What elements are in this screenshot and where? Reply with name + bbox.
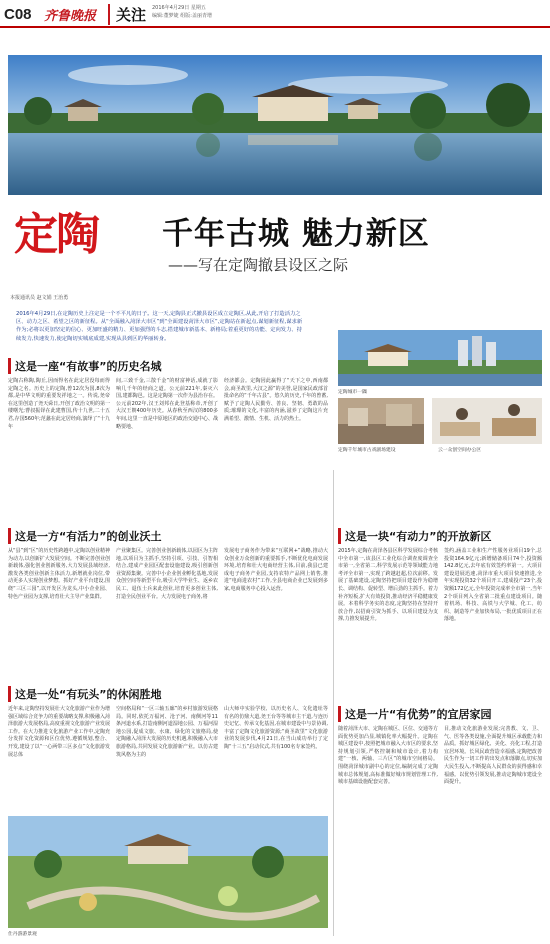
park-photo bbox=[8, 816, 328, 928]
s3-col3: 山大师中实验学校、以历史名人、文化遗址等有名的仿鼎大道,尧王台等等城市主干道,与连历史记忆、传承文化基因,在城市建设中与景协调,丰富了定陶文化旅游资源;“商圣故里”文化旅游业的发展步伐,4月21日,在当山成功举行了定陶“十三五”启动仪式,共有100名专家签约。 bbox=[224, 706, 328, 750]
s5-col1: 随着菏泽大市、定陶在城区、区位、交通等方面优势更加凸显,城镇化率大幅提升。定陶在城区建设中,按照把城市融入大市区的要求,坚持规划引领,严格控制和城市设计,着力构建“一核、两轴、三片区”的城市空间格局。围绕菏泽城市副中心的定位,编制完成了定陶城市总体规划,高标准做好城市规划管理工作,城市基础设施配套完善。 bbox=[338, 726, 439, 786]
section-heading-livable: 这是一片“有优势”的宜居家园 bbox=[338, 706, 491, 722]
caption-city: 定陶城市一隅 bbox=[338, 390, 367, 395]
s4-col2: 签约,涵盖工业和生产性服务业项目19个,总投资164.9亿元;新增储备项目74个,投资额142.8亿元,去年底有效签约率第一。大项目建设进展迅速,菏泽市重大项目快速推进,全年实现投资32个项目开工,建成投产23个,投资额172亿元,全年投资完成率全市第一,当年2个项目列入全省第二批重点建设项目。随着机场、科技、高铁与大学城、化工、纺织、制造等产业加快布局,一批优质项目正在落地。 bbox=[444, 548, 542, 623]
section-heading-leisure: 这是一处“有玩头”的休闲胜地 bbox=[8, 686, 161, 702]
byline: 本报通讯员 赵文娟 王治勇 bbox=[10, 295, 69, 301]
headline-subtitle: ——写在定陶撤县设区之际 bbox=[168, 256, 349, 274]
hero-photo bbox=[8, 55, 542, 195]
s1-col1: 定陶古称陶,陶丘,因而得名在此定居没每而得定陶之名。历史上的定陶,曾12次为国,8次为都,是中华文明的重要发祥地之一。传说,尧帝在这里创造了尧天舜日,开创了政治文明的第一缕曙光;曹叔振铎在此建曹国,传十九世,二十五君,存国560年;范蠡在此定居经商,演绎了“十九年 bbox=[8, 378, 110, 430]
caption-construction: 定陶千年城市古戏剧场建设 bbox=[338, 448, 396, 453]
page-code: C08 bbox=[4, 6, 32, 23]
headline-main: 千年古城 魅力新区 bbox=[162, 216, 430, 252]
lead-paragraph: 2016年4月29日,在定陶历史上注定是一个不平凡的日子。这一天,定陶县正式撤县设区成立定陶区,从此,开启了打造活力之区、动力之区、希望之区的新征程。从“全面融入菏泽大市区”到“全面建设菏泽大市区”,定陶站在新起点,谋划新征程,谋求新作为;必将以更加坚定的信心、更加旺盛的精力、更加强烈的斗志,搭建城市新基本、新格局;着重更好的功能、定向发力、持续发力,快速发力,使定陶切实城底成建,实现从县到区的华丽转身。 bbox=[16, 311, 303, 342]
s1-col3: 经济都会。定陶因此赢得了“天下之中,西南都会,商圣故里,大汉之源”的美誉,是国家民政部首批命名的“千年古县”。悠久的历史,千年的曾蓄,赋予了定陶人民勤劳、善良、坚韧、勇敢的品质;璀璨的文化,丰富的内涵,滋养了定陶这片充满希望、激情、生机、活力的热土。 bbox=[224, 378, 328, 422]
section-heading-history: 这是一座“有故事”的历史名城 bbox=[8, 358, 161, 374]
section-heading-entrepreneurship: 这是一方“有活力”的创业沃土 bbox=[8, 528, 161, 544]
office-photo bbox=[432, 398, 542, 444]
header-meta bbox=[152, 4, 212, 20]
s4-col1: 2015年,定陶在菏泽各县区科学发展综合考核中全市第一,该县区工业化综合调查度调查全市第一,全省第二,科学发展示范等领域能力地考评全市第一,实现了跨越赶超,位次前移。发展了基础建设,定陶坚持把项目建设作为稳增长、调结构、促转型、增后劲的主抓手。着力补齐短板,扩大有效投资,推动经济平稳健康发展。本着科学务实的态度,定陶坚持在坚持开放合作,以招商引资为抓手、以项目建设为支撑,力推发展提升。 bbox=[338, 548, 439, 623]
s5-col2: 目,推动文化旅游业发展;完善教、文、卫、气、医等各类设施,全面提升城区承载能力和品质。抓好城区绿化、美化、亮化工程,打造宜居环境。长风民政营造幸福感,定陶把改善民生作为一切工作的出发点和落脚点,切实加大民生投入,不断提高人民群众的获得感和幸福感。以优势引领发展,推动定陶城市建设全面提升。 bbox=[444, 726, 542, 786]
headline-red: 定陶 bbox=[14, 209, 98, 260]
s2-col1: 从“县”到“区”的历史性跨越中,定陶以创业精神为动力,以创新扩大发展空间。不断完善创业创新载体,强化创业创新服务,大力发展县域经济,激发各类创业创新主体活力,新增就业岗位,带动更多人实现创业梦想。抓好产业平台建设,围绕“三区三园”,以开发区为龙头,中小企业园、特色产业园为支撑,培育壮大主导产业集群。 bbox=[8, 548, 110, 600]
s3-col1: 近年来,定陶坚持发展壮大文化旅游产业作为增强区域综合竞争力的重要战略支撑,积极融入菏泽旅游大发展格局,高度重视文化旅游产业发展工作。在大力推进文化旅游产业工作中,定陶充分发挥文化资源和区位优势,遵循规划,整合、开发,建设了以“一心两带三区多点”文化旅游发展总体 bbox=[8, 706, 110, 758]
caption-park: 仕丹游游景观 bbox=[8, 932, 37, 937]
column-divider bbox=[333, 470, 334, 936]
section-heading-opening: 这是一块“有动力”的开放新区 bbox=[338, 528, 491, 544]
city-photo bbox=[338, 330, 542, 386]
caption-office: 云一众创空间办公区 bbox=[438, 448, 482, 453]
date-line: 2016年4月29日 星期五 bbox=[152, 5, 206, 11]
s2-col2: 产业聚集区。完善创业创新载体,以园区为主阵地,以项目为主抓手,坚持引项、引技、引智相结合,建成产业园区配套设施建设,吸引创新创业资源集聚。完善中小企业创业孵化基地,发展众创空间等新型平台,吸引大学毕业生、返乡农民工、退伍士兵来此创业,培育更多创业主体,打造全民创业平台。大力发展电子商务,将 bbox=[116, 548, 218, 600]
s1-col2: 间,三致千金,三散千金”的财富神话,成就了影响几千年的经商之道。公元前221年,秦灭六国,建都陶邑。这是定陶第一次作为县治存在。公元前202年,汉王刘邦在此登基称帝,开创了大汉王朝400年历史。从春秋至西汉的800多年间,这里一直是中原地区的政治交通中心、战略要地、 bbox=[116, 378, 218, 430]
s2-col3: 发展电子商务作为带来“互联网+”战略,推动大众创业万众创新的重要抓手,不断优化电商发展环境,培育和壮大电商经营主体,目前,我县已建成电子商务产业园,支持农特产品网上销售,推进“电商进农村”工作,全县电商企业已发展到多家,电商服务中心投入运营。 bbox=[224, 548, 328, 592]
editor-line: 编辑:董梦婕 组版:盖丽青增 bbox=[152, 13, 212, 19]
s3-col2: 空间格局和“一区三轴五廊”的乡村旅游发展格局。同时,依托万福河、沧子河、南侧河等11条河道水系,打造南侧河道湿地公园、万福河湿地公园,促成文旅、水康、绿化的文旅格局,使定陶融入菏泽大发展的历史机遇,积极融入大市旅游格局,共同发展文化旅游新产业。以仿古建筑风格为主的 bbox=[116, 706, 218, 758]
section-title: 关注 bbox=[108, 4, 146, 25]
construction-photo bbox=[338, 398, 424, 444]
paper-logo: 齐鲁晚报 bbox=[44, 9, 97, 24]
